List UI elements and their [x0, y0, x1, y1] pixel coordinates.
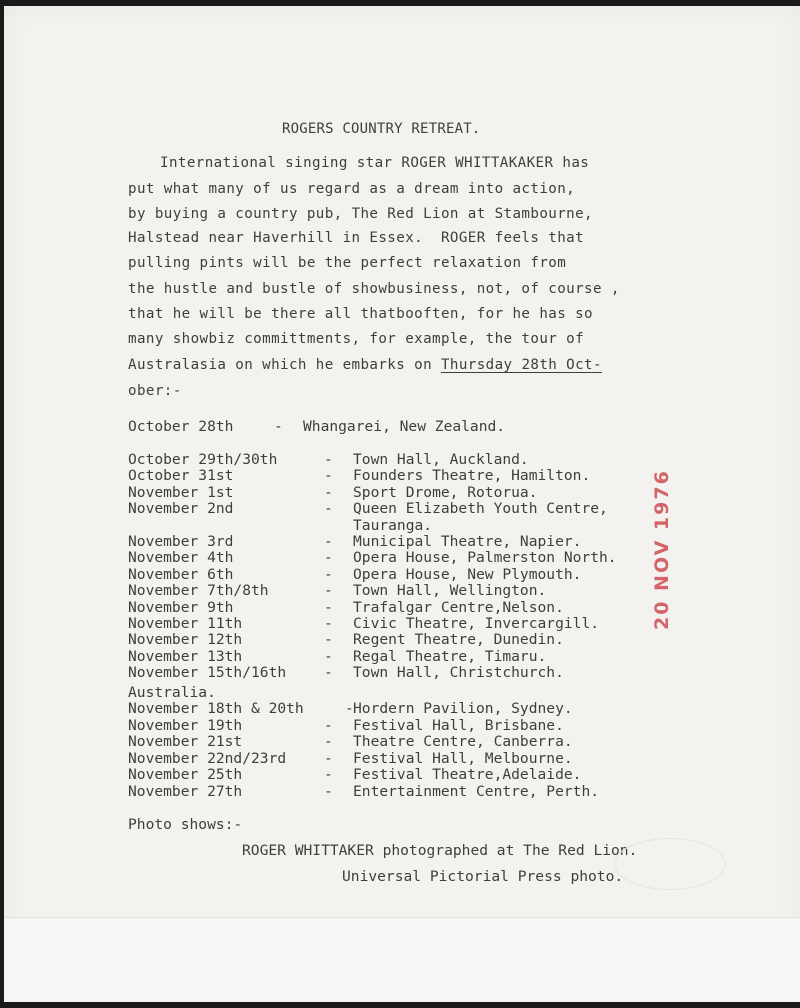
- schedule-date: November 2nd: [128, 500, 234, 518]
- paragraph-line: that he will be there all thatbooften, for he has so: [128, 306, 593, 322]
- schedule-venue: Founders Theatre, Hamilton.: [353, 467, 591, 485]
- schedule-date: November 6th: [128, 565, 234, 583]
- australia-heading: Australia.: [128, 684, 216, 701]
- ghost-stamp-mark: [614, 838, 726, 890]
- paragraph-line: [128, 357, 602, 373]
- schedule-date: November 19th: [128, 716, 243, 734]
- paragraph-line: the hustle and bustle of showbusiness, not, of course ,: [128, 281, 620, 297]
- paragraph-line: International singing star ROGER WHITTAKAKER has: [160, 155, 590, 171]
- schedule-dash: -: [324, 664, 333, 682]
- schedule-dash: -: [324, 783, 333, 800]
- schedule-venue: Hordern Pavilion, Sydney.: [353, 700, 573, 717]
- schedule-date: November 15th/16th: [128, 664, 287, 682]
- schedule-venue: Festival Hall, Brisbane.: [353, 716, 564, 734]
- paper-bottom-margin: [4, 917, 800, 1002]
- schedule-date: November 13th: [128, 647, 243, 665]
- schedule-venue: Whangarei, New Zealand.: [303, 418, 506, 435]
- schedule-dash: -: [324, 749, 333, 767]
- schedule-date: November 21st: [128, 733, 243, 751]
- schedule-venue: Municipal Theatre, Napier.: [353, 533, 582, 550]
- date-stamp: [642, 424, 682, 634]
- schedule-dash: -: [324, 565, 333, 583]
- schedule-dash: -: [324, 533, 333, 550]
- schedule-dash: -: [324, 716, 333, 734]
- schedule-dash: -: [345, 700, 354, 717]
- photo-caption: ROGER WHITTAKER photographed at The Red Lion.: [242, 842, 638, 859]
- schedule-venue: Sport Drome, Rotorua.: [353, 483, 538, 501]
- schedule-date: November 4th: [128, 549, 234, 567]
- schedule-date: November 27th: [128, 783, 243, 800]
- schedule-dash: -: [324, 467, 333, 485]
- paragraph-line: many showbiz committments, for example, the tour of: [128, 331, 585, 347]
- schedule-venue: Regent Theatre, Dunedin.: [353, 631, 564, 649]
- schedule-dash: -: [324, 647, 333, 665]
- schedule-date: November 18th & 20th: [128, 700, 304, 717]
- schedule-venue: Festival Theatre,Adelaide.: [353, 766, 582, 784]
- schedule-date: October 28th: [128, 418, 234, 435]
- paragraph-line: put what many of us regard as a dream into action,: [128, 181, 576, 197]
- schedule-date: November 22nd/23rd: [128, 749, 287, 767]
- schedule-venue: Town Hall, Auckland.: [353, 451, 529, 468]
- schedule-venue: Tauranga.: [353, 516, 433, 534]
- schedule-date: November 12th: [128, 631, 243, 649]
- schedule-venue: Theatre Centre, Canberra.: [353, 733, 573, 751]
- schedule-venue: Queen Elizabeth Youth Centre,: [353, 500, 608, 518]
- schedule-row-first: [128, 418, 506, 435]
- paragraph-line-start: Australasia on which he embarks on: [128, 357, 441, 373]
- schedule-venue: Civic Theatre, Invercargill.: [353, 615, 600, 632]
- schedule-dash: -: [324, 631, 333, 649]
- schedule-date: November 9th: [128, 598, 234, 616]
- photo-label: Photo shows:-: [128, 816, 243, 833]
- document-title: ROGERS COUNTRY RETREAT.: [282, 121, 481, 137]
- paragraph-line: ober:-: [128, 383, 182, 399]
- schedule-venue: Festival Hall, Melbourne.: [353, 749, 573, 767]
- photo-credit: Universal Pictorial Press photo.: [342, 868, 624, 885]
- schedule-date: November 25th: [128, 766, 243, 784]
- date-stamp-text: 20 NOV 1976: [651, 469, 673, 630]
- schedule-dash: -: [324, 451, 333, 468]
- schedule-date: November 1st: [128, 483, 234, 501]
- paragraph-line: Halstead near Haverhill in Essex. ROGER feels that: [128, 230, 585, 246]
- schedule-venue: Town Hall, Wellington.: [353, 582, 547, 600]
- schedule-date: November 3rd: [128, 533, 234, 550]
- schedule-venue: Opera House, Palmerston North.: [353, 549, 617, 567]
- document-page: [4, 6, 800, 1002]
- schedule-date: October 29th/30th: [128, 451, 278, 468]
- schedule-dash: -: [324, 615, 333, 632]
- schedule-date: November 11th: [128, 615, 243, 632]
- schedule-venue: Opera House, New Plymouth.: [353, 565, 582, 583]
- schedule-venue: Trafalgar Centre,Nelson.: [353, 598, 564, 616]
- schedule-venue: Entertainment Centre, Perth.: [353, 783, 600, 800]
- schedule-dash: -: [324, 582, 333, 600]
- schedule-dash: -: [324, 733, 333, 751]
- schedule-dash: -: [324, 500, 333, 518]
- schedule-venue: Regal Theatre, Timaru.: [353, 647, 547, 665]
- schedule-dash: -: [324, 483, 333, 501]
- schedule-date: November 7th/8th: [128, 582, 269, 600]
- paragraph-line: pulling pints will be the perfect relaxation from: [128, 255, 567, 271]
- schedule-date: October 31st: [128, 467, 234, 485]
- schedule-dash: -: [324, 766, 333, 784]
- schedule-dash: -: [324, 549, 333, 567]
- paragraph-line: by buying a country pub, The Red Lion at Stambourne,: [128, 206, 593, 222]
- tour-start-date: Thursday 28th Oct-: [440, 357, 602, 373]
- schedule-dash: -: [274, 418, 283, 435]
- schedule-venue: Town Hall, Christchurch.: [353, 664, 564, 682]
- schedule-dash: -: [324, 598, 333, 616]
